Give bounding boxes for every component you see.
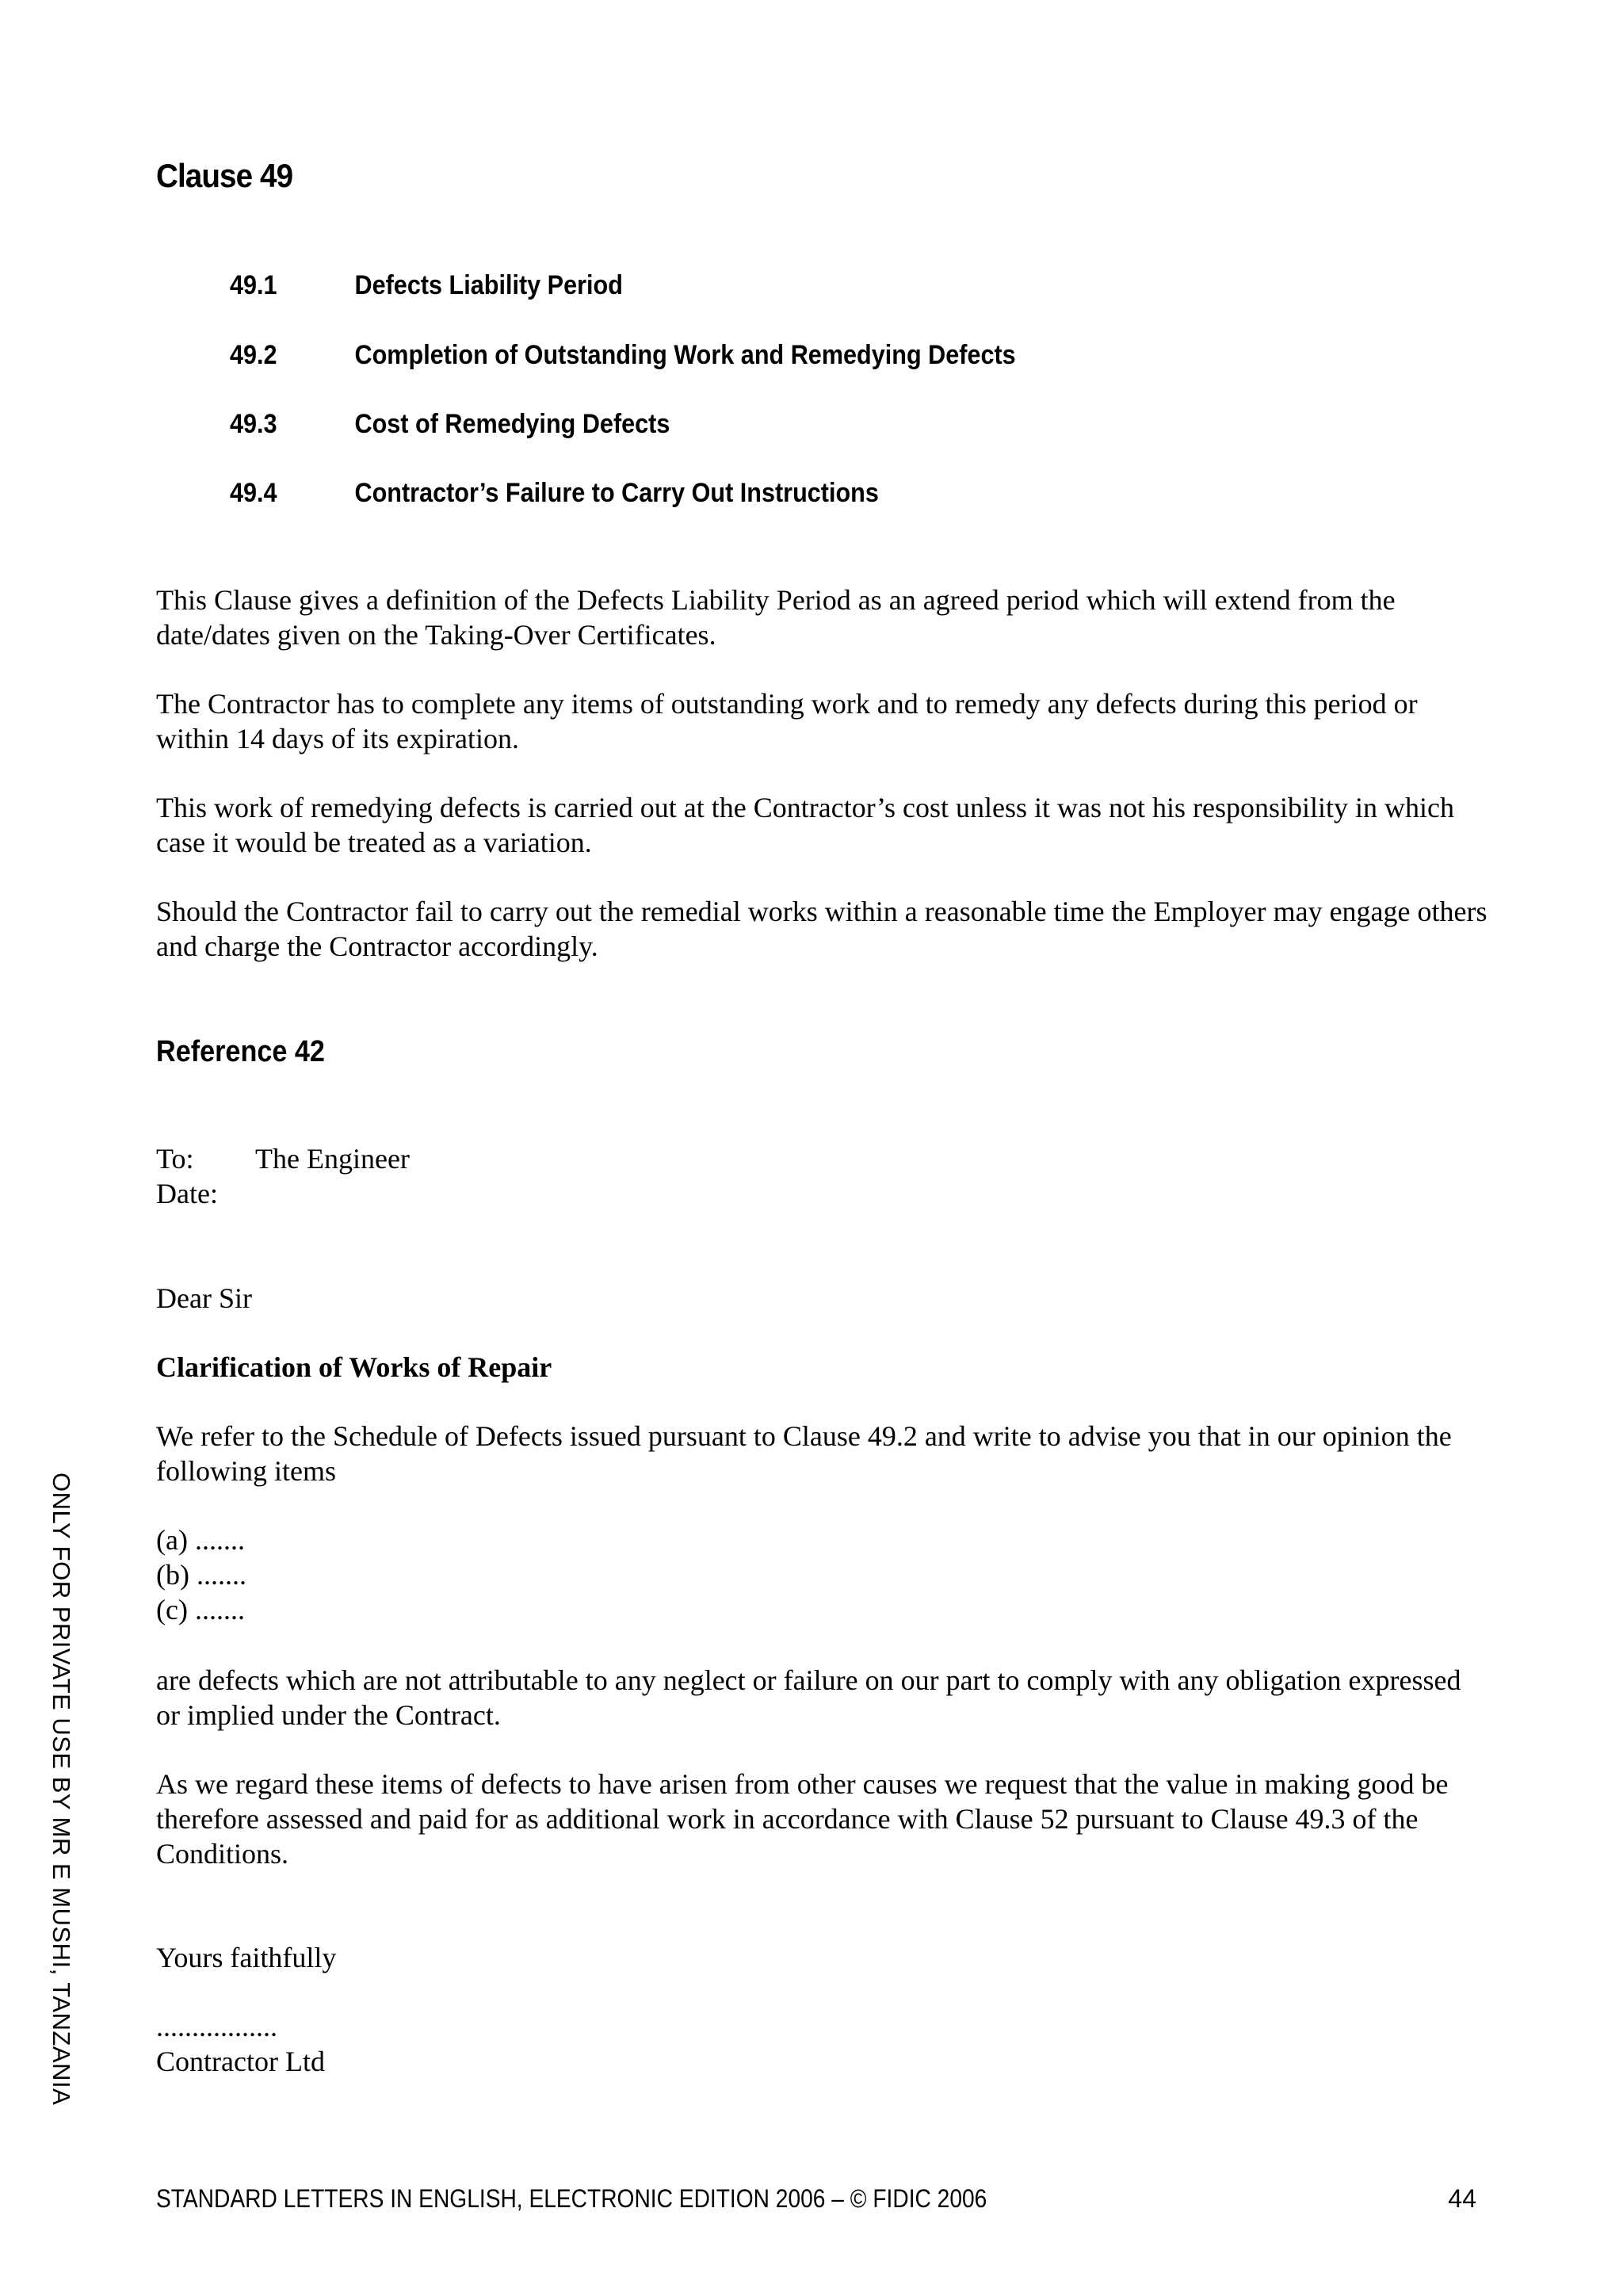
clause-heading: Clause 49: [156, 157, 293, 194]
subclause-number: 49.3: [230, 409, 277, 439]
letter-date-line: [156, 1176, 218, 1211]
subclause-number: 49.1: [230, 270, 277, 300]
clause-paragraph: The Contractor has to complete any items of outstanding work and to remedy any defects during this period or within 14 days of its expiration.: [156, 688, 1418, 755]
clause-paragraph: This work of remedying defects is carried out at the Contractor’s cost unless it was not his responsibility in which case it would be treated as a variation.: [156, 792, 1455, 858]
letter-body-paragraph: As we regard these items of defects to have arisen from other causes we request that the value in making good be therefore assessed and paid for as additional work in accordance with Clause 52 pursuant to Clause 49.3 of the Conditions.: [156, 1768, 1449, 1870]
letter-intro: We refer to the Schedule of Defects issued pursuant to Clause 49.2 and write to advise you that in our opinion the following items: [156, 1420, 1452, 1487]
subclause-49-3: [230, 409, 670, 440]
list-item: (b) .......: [156, 1559, 246, 1591]
letter-to-line: [156, 1141, 410, 1176]
to-label: To:: [156, 1143, 194, 1175]
list-item: (c) .......: [156, 1594, 245, 1626]
clause-paragraph: This Clause gives a definition of the Defects Liability Period as an agreed period which will extend from the date/dates given on the Taking-Over Certificates.: [156, 584, 1396, 651]
reference-heading: Reference 42: [156, 1035, 325, 1068]
footer-text: STANDARD LETTERS IN ENGLISH, ELECTRONIC EDITION 2006 – © FIDIC 2006: [156, 2184, 987, 2213]
to-value: The Engineer: [255, 1143, 410, 1175]
date-label: Date:: [156, 1178, 218, 1209]
salutation: Dear Sir: [156, 1282, 252, 1314]
subclause-49-1: [230, 270, 623, 301]
signatory: Contractor Ltd: [156, 2046, 325, 2077]
letter-body-paragraph: are defects which are not attributable to any neglect or failure on our part to comply with any obligation expressed or implied under the Contract.: [156, 1664, 1461, 1731]
subclause-49-2: [230, 340, 1016, 371]
closing: Yours faithfully: [156, 1942, 337, 1973]
signature-line: .................: [156, 2011, 277, 2042]
list-item: (a) .......: [156, 1524, 245, 1556]
letter-subject: Clarification of Works of Repair: [156, 1351, 552, 1383]
side-watermark: ONLY FOR PRIVATE USE BY MR E MUSHI, TANZANIA: [48, 1473, 75, 2106]
page-number: 44: [1448, 2184, 1476, 2213]
subclause-title: Contractor’s Failure to Carry Out Instructions: [354, 478, 879, 508]
subclause-title: Completion of Outstanding Work and Remedying Defects: [354, 340, 1016, 370]
subclause-number: 49.2: [230, 340, 277, 370]
subclause-title: Cost of Remedying Defects: [354, 409, 670, 439]
subclause-number: 49.4: [230, 478, 277, 508]
subclause-49-4: [230, 478, 879, 509]
subclause-title: Defects Liability Period: [354, 270, 623, 300]
clause-paragraph: Should the Contractor fail to carry out the remedial works within a reasonable time the Employer may engage others and charge the Contractor accordingly.: [156, 896, 1487, 962]
